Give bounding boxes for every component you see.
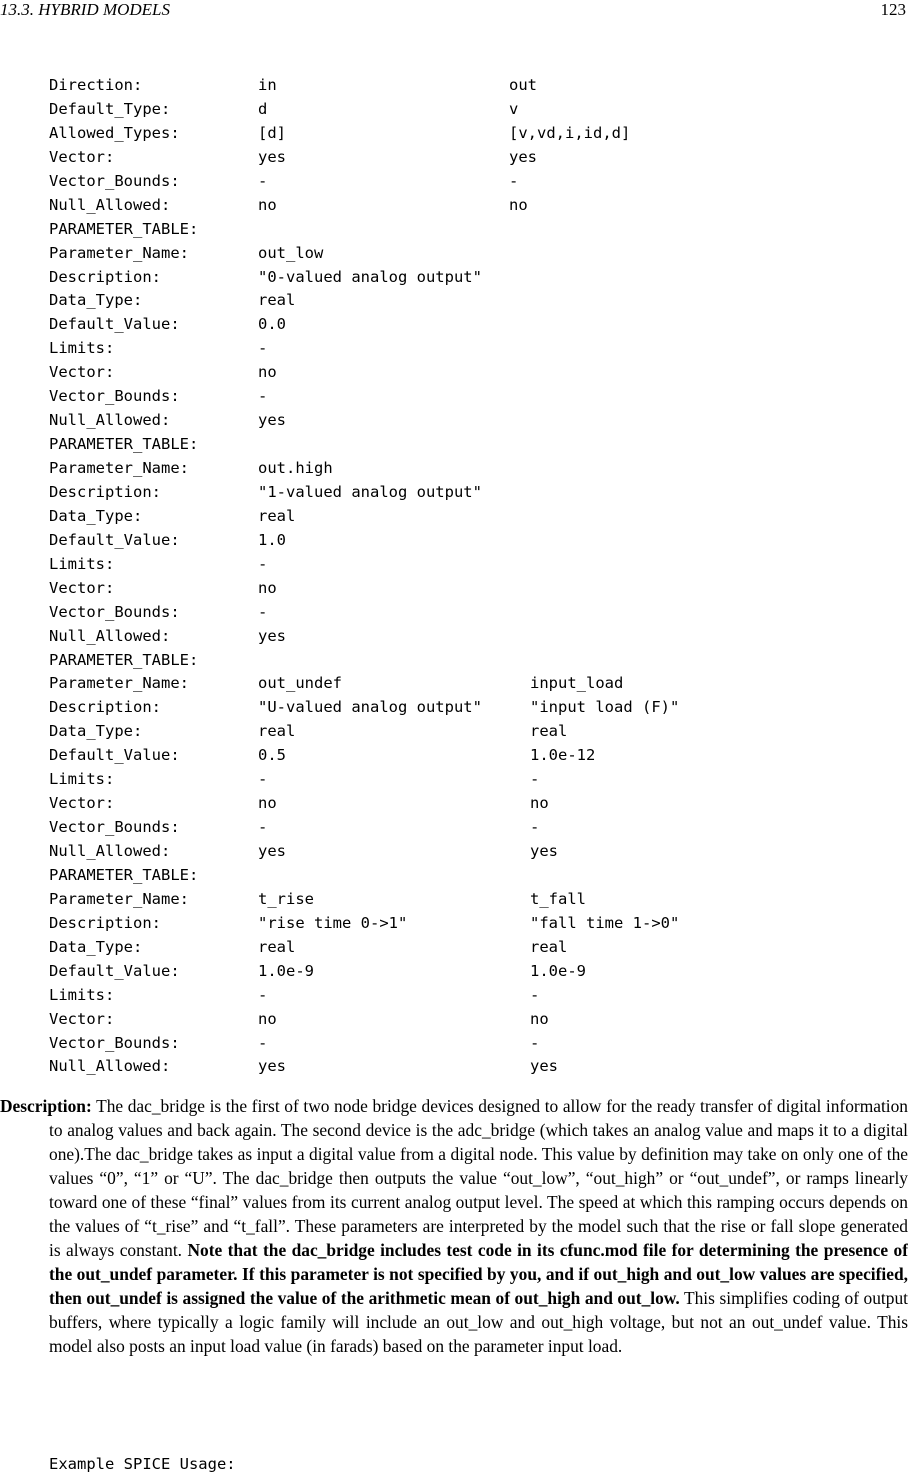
row-label: Description: <box>49 267 161 286</box>
row-value-1: - <box>258 985 268 1004</box>
row-label: Data_Type: <box>49 722 143 741</box>
row-label: Limits: <box>49 554 115 573</box>
table-heading-text: PARAMETER_TABLE: <box>49 219 199 238</box>
row-label: Description: <box>49 482 161 501</box>
row-value-2: - <box>530 770 540 789</box>
row-label: Allowed_Types: <box>49 123 180 142</box>
row-value-1: t_rise <box>258 889 314 908</box>
row-label: Parameter_Name: <box>49 459 189 477</box>
row-label: Default_Value: <box>49 530 180 549</box>
row-label: Vector: <box>49 578 115 597</box>
row-label: Null_Allowed: <box>49 842 171 860</box>
row-value-2: "input load (F)" <box>530 698 680 717</box>
row-value-2: [v,vd,i,id,d] <box>509 123 631 142</box>
row-label: Limits: <box>49 770 115 789</box>
row-value-2: input_load <box>530 674 624 693</box>
row-value-1: "rise time 0->1" <box>258 913 408 932</box>
row-value-2: yes <box>509 147 537 166</box>
row-value-1: real <box>258 722 296 741</box>
row-value-2: 1.0e-12 <box>530 746 596 765</box>
row-label: Vector_Bounds: <box>49 387 180 406</box>
row-value-1: "1-valued analog output" <box>258 482 482 501</box>
example-usage-label: Example SPICE Usage: <box>49 1455 236 1473</box>
row-value-1: - <box>258 818 268 837</box>
row-label: Null_Allowed: <box>49 626 171 645</box>
row-value-1: - <box>258 602 268 621</box>
row-value-1: yes <box>258 411 286 430</box>
row-label: Parameter_Name: <box>49 889 189 908</box>
page-number: 123 <box>880 0 906 19</box>
row-label: Vector_Bounds: <box>49 1033 180 1052</box>
table-heading-text: PARAMETER_TABLE: <box>49 435 199 454</box>
table-heading-text: PARAMETER_TABLE: <box>49 865 199 884</box>
row-value-1: - <box>258 171 268 190</box>
row-value-1: no <box>258 578 277 597</box>
row-label: Data_Type: <box>49 937 143 956</box>
row-value-1: no <box>258 363 277 382</box>
row-label: Default_Value: <box>49 961 180 980</box>
row-label: Description: <box>49 698 161 717</box>
row-value-2: "fall time 1->0" <box>530 913 680 932</box>
description-label: Description: <box>0 1096 92 1116</box>
description-section <box>0 1095 908 1358</box>
row-label: Limits: <box>49 339 115 358</box>
row-label: Vector_Bounds: <box>49 171 180 190</box>
row-value-1: no <box>258 195 277 214</box>
row-label: Vector_Bounds: <box>49 818 180 837</box>
row-label: Null_Allowed: <box>49 411 171 430</box>
row-value-2: yes <box>530 842 558 860</box>
row-value-1: 1.0 <box>258 530 286 549</box>
row-label: Vector: <box>49 794 115 813</box>
page-header <box>0 0 908 22</box>
row-label: Vector_Bounds: <box>49 602 180 621</box>
row-label: Default_Value: <box>49 315 180 334</box>
row-value-2: no <box>530 794 549 813</box>
row-label: Parameter_Name: <box>49 674 189 693</box>
row-value-1: [d] <box>258 123 286 142</box>
row-value-2: - <box>530 1033 540 1052</box>
row-label: Data_Type: <box>49 291 143 310</box>
row-label: Default_Type: <box>49 99 171 118</box>
row-value-1: - <box>258 770 268 789</box>
row-label: Null_Allowed: <box>49 195 171 214</box>
row-value-1: yes <box>258 842 286 860</box>
description-text-2: This simplifies coding of output buffers, where typically a logic family will include an out_low and out_high voltage, but not an out_undef value. This model also posts an input load value (in farads) based on the parameter input load. <box>49 1287 908 1356</box>
row-value-1: 0.0 <box>258 315 286 334</box>
row-value-1: real <box>258 291 296 310</box>
row-value-1: out_undef <box>258 674 342 693</box>
row-value-1: "0-valued analog output" <box>258 267 482 286</box>
row-value-2: out <box>509 76 537 94</box>
row-value-2: - <box>530 818 540 837</box>
row-value-1: - <box>258 554 268 573</box>
row-label: Description: <box>49 913 161 932</box>
row-label: Default_Value: <box>49 746 180 765</box>
row-value-2: t_fall <box>530 889 586 908</box>
row-value-1: - <box>258 339 268 358</box>
row-value-1: d <box>258 99 268 118</box>
row-value-1: out.high <box>258 459 333 477</box>
row-value-1: - <box>258 387 268 406</box>
row-value-1: out_low <box>258 243 324 262</box>
row-label: Null_Allowed: <box>49 1057 171 1076</box>
row-label: Vector: <box>49 147 115 166</box>
description-bold-note: Note that the dac_bridge includes test code in its cfunc.mod file for determining the presence of the out_undef parameter. If this parameter is not specified by you, and if out_high and out_low values are specified, then out_undef is assigned the value of the arithmetic mean of out_high and out_low. <box>49 1239 908 1308</box>
row-value-2: 1.0e-9 <box>530 961 586 980</box>
row-value-1: - <box>258 1033 268 1052</box>
row-value-1: yes <box>258 626 286 645</box>
row-value-2: - <box>530 985 540 1004</box>
row-value-1: yes <box>258 147 286 166</box>
running-head: 13.3. HYBRID MODELS <box>0 0 170 19</box>
row-value-1: no <box>258 1009 277 1028</box>
row-label: Direction: <box>49 76 143 94</box>
row-value-2: v <box>509 99 519 118</box>
description-text-1: The dac_bridge is the first of two node bridge devices designed to allow for the ready transfer of digital information to analog values and back again. The second device is the adc_bridge (which takes an analog value and maps it to a digital one).The dac_bridge takes as input a digital value from a digital node. This value by definition may take on only one of the values “0”, “1” or “U”. The dac_bridge then outputs the value “out_low”, “out_high” or “out_undef”, or ramps linearly toward one of these “final” values from its current analog output level. The speed at which this ramping occurs depends on the values of “t_rise” and “t_fall”. These parameters are interpreted by the model such that the rise or fall slope generated is always constant. <box>49 1096 908 1260</box>
table-heading-text: PARAMETER_TABLE: <box>49 650 199 669</box>
row-label: Vector: <box>49 1009 115 1028</box>
row-value-1: real <box>258 937 296 956</box>
row-value-1: 0.5 <box>258 746 286 765</box>
row-value-1: "U-valued analog output" <box>258 698 482 717</box>
row-label: Limits: <box>49 985 115 1004</box>
row-value-2: yes <box>530 1057 558 1076</box>
row-label: Vector: <box>49 363 115 382</box>
description-paragraph <box>0 1095 908 1358</box>
row-label: Data_Type: <box>49 506 143 525</box>
row-value-1: no <box>258 794 277 813</box>
row-label: Parameter_Name: <box>49 243 189 262</box>
row-value-2: no <box>509 195 528 214</box>
row-value-2: - <box>509 171 519 190</box>
row-value-1: real <box>258 506 296 525</box>
row-value-2: real <box>530 722 568 741</box>
row-value-1: in <box>258 76 277 94</box>
row-value-1: 1.0e-9 <box>258 961 314 980</box>
row-value-2: real <box>530 937 568 956</box>
row-value-1: yes <box>258 1057 286 1076</box>
row-value-2: no <box>530 1009 549 1028</box>
